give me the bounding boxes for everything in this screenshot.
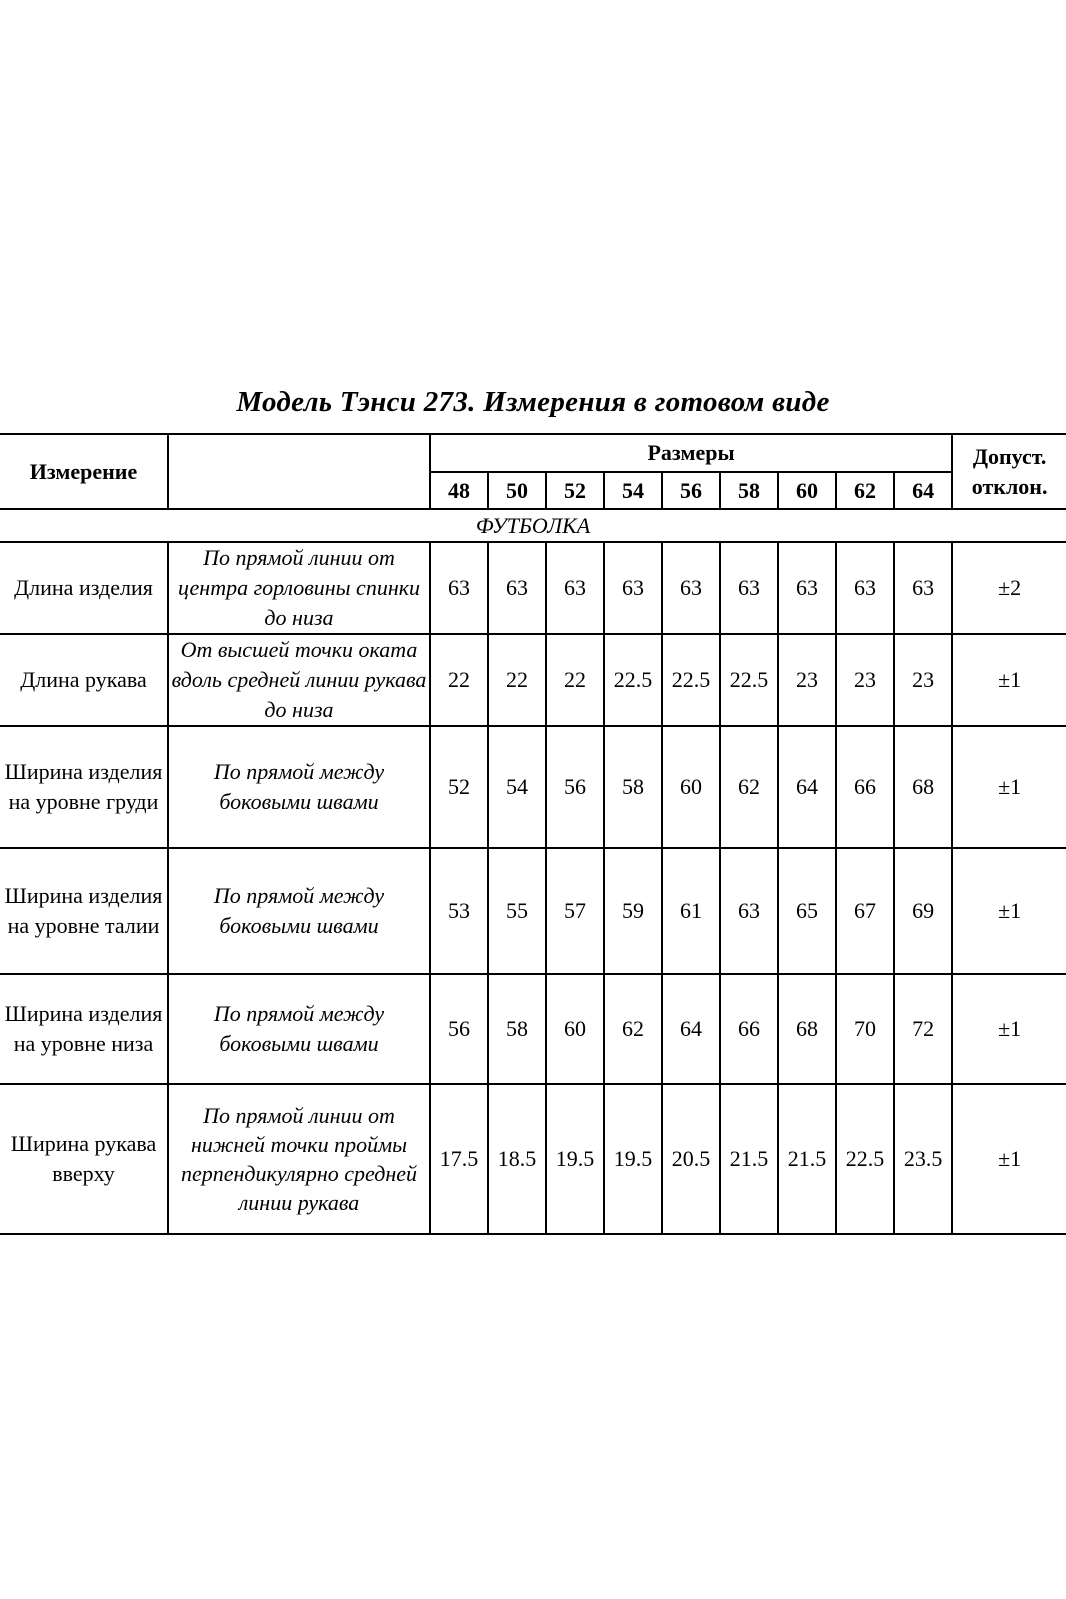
size-value [778, 848, 836, 974]
size-value-text: 60 [680, 774, 702, 799]
size-value-text: 56 [448, 1016, 470, 1041]
size-value-text: 19.5 [555, 1146, 595, 1171]
measurement-description: По прямой между боковыми швами [168, 848, 430, 974]
size-value [604, 974, 662, 1084]
measurement-name: Ширина изделия на уровне низа [0, 974, 168, 1084]
size-value [894, 848, 952, 974]
table-row [0, 974, 1066, 1084]
size-value [430, 634, 488, 726]
size-value [604, 634, 662, 726]
size-value-text: 68 [912, 774, 935, 799]
measurement-name: Ширина рукава вверху [0, 1084, 168, 1234]
size-value-text: 60 [564, 1016, 586, 1041]
measure-header: Измерение [0, 434, 168, 509]
tolerance-value: ±1 [952, 634, 1066, 726]
size-value-text: 19.5 [613, 1146, 653, 1171]
tolerance-header [952, 434, 1066, 509]
size-value [836, 726, 894, 848]
size-header: 62 [836, 472, 894, 509]
size-header: 58 [720, 472, 778, 509]
size-value [894, 726, 952, 848]
size-value [604, 1084, 662, 1234]
size-value [604, 726, 662, 848]
tolerance-header-line-2: отклон. [971, 473, 1048, 499]
size-value [720, 974, 778, 1084]
size-value-text: 21.5 [787, 1146, 827, 1171]
size-value-text: 22 [448, 667, 470, 692]
measurement-name: Длина изделия [0, 542, 168, 634]
measurement-name: Длина рукава [0, 634, 168, 726]
size-value [662, 974, 720, 1084]
size-value [778, 974, 836, 1084]
size-value-text: 63 [564, 575, 586, 600]
tolerance-value: ±1 [952, 848, 1066, 974]
size-value [488, 974, 546, 1084]
tolerance-value: ±1 [952, 974, 1066, 1084]
size-value-text: 62 [622, 1016, 644, 1041]
size-value-text: 17.5 [439, 1146, 479, 1171]
size-value [778, 542, 836, 634]
measurement-name: Ширина изделия на уровне груди [0, 726, 168, 848]
table-row [0, 726, 1066, 848]
size-value [546, 634, 604, 726]
size-value [430, 542, 488, 634]
size-value [778, 1084, 836, 1234]
document-title: Модель Тэнси 273. Измерения в готовом виде [236, 386, 830, 418]
size-value [720, 726, 778, 848]
size-value [604, 542, 662, 634]
measurements-table [0, 433, 1066, 1235]
size-value [662, 726, 720, 848]
size-value-text: 54 [506, 774, 528, 799]
size-value-text: 68 [796, 1016, 818, 1041]
size-value-text: 22.5 [613, 667, 653, 692]
size-value-text: 23 [854, 667, 876, 692]
size-value-text: 63 [738, 898, 760, 923]
size-value [662, 848, 720, 974]
size-value [836, 1084, 894, 1234]
size-value-text: 66 [738, 1016, 760, 1041]
size-value-text: 63 [448, 575, 470, 600]
size-value-text: 61 [680, 898, 702, 923]
size-value-text: 22.5 [729, 667, 769, 692]
sizes-header: Размеры [430, 434, 952, 472]
size-value [894, 542, 952, 634]
size-value [778, 726, 836, 848]
size-value [430, 974, 488, 1084]
size-value [604, 848, 662, 974]
size-value-text: 56 [564, 774, 586, 799]
size-value [836, 542, 894, 634]
size-value-text: 64 [796, 774, 818, 799]
size-value [546, 542, 604, 634]
size-value [662, 542, 720, 634]
size-value-text: 52 [448, 774, 470, 799]
size-value-text: 63 [738, 575, 760, 600]
tolerance-value: ±1 [952, 1084, 1066, 1234]
size-value [662, 634, 720, 726]
size-value [488, 634, 546, 726]
size-value [546, 726, 604, 848]
measurement-description: От высшей точки оката вдоль средней линии рукава до низа [168, 634, 430, 726]
size-value-text: 72 [912, 1016, 935, 1041]
size-value [488, 726, 546, 848]
size-value [662, 1084, 720, 1234]
measurement-description: По прямой линии от нижней точки проймы перпендикулярно средней линии рукава [168, 1084, 430, 1234]
tolerance-header-line-1: Допуст. [972, 443, 1047, 469]
size-value [720, 848, 778, 974]
size-value [430, 1084, 488, 1234]
size-value-text: 22 [506, 667, 528, 692]
size-value-text: 65 [796, 898, 818, 923]
size-value [430, 848, 488, 974]
size-value [720, 634, 778, 726]
size-header: 56 [662, 472, 720, 509]
size-value-text: 57 [564, 898, 586, 923]
size-value-text: 63 [622, 575, 644, 600]
size-value [546, 1084, 604, 1234]
size-value [894, 974, 952, 1084]
header-row-top [0, 434, 1066, 472]
size-value-text: 69 [912, 898, 935, 923]
size-value-text: 59 [622, 898, 644, 923]
table-row [0, 542, 1066, 634]
size-value [488, 1084, 546, 1234]
size-value [546, 974, 604, 1084]
section-label: ФУТБОЛКА [0, 509, 1066, 542]
table-row [0, 634, 1066, 726]
size-value [836, 974, 894, 1084]
size-value [488, 542, 546, 634]
measurement-name: Ширина изделия на уровне талии [0, 848, 168, 974]
size-value-text: 22.5 [671, 667, 711, 692]
size-value-text: 66 [854, 774, 876, 799]
measurement-description: По прямой линии от центра горловины спинки до низа [168, 542, 430, 634]
size-value-text: 53 [448, 898, 470, 923]
size-value [894, 1084, 952, 1234]
size-value-text: 63 [680, 575, 702, 600]
size-value [546, 848, 604, 974]
measurement-description: По прямой между боковыми швами [168, 726, 430, 848]
size-value [778, 634, 836, 726]
size-header: 60 [778, 472, 836, 509]
size-value [720, 1084, 778, 1234]
tolerance-value: ±1 [952, 726, 1066, 848]
size-value [488, 848, 546, 974]
size-header: 64 [894, 472, 952, 509]
size-header: 48 [430, 472, 488, 509]
size-value-text: 63 [506, 575, 528, 600]
measurement-description: По прямой между боковыми швами [168, 974, 430, 1084]
size-value-text: 22.5 [845, 1146, 885, 1171]
size-value-text: 55 [506, 898, 528, 923]
size-value-text: 18.5 [497, 1146, 537, 1171]
size-header: 50 [488, 472, 546, 509]
size-value-text: 23.5 [903, 1146, 943, 1171]
size-header: 54 [604, 472, 662, 509]
size-value-text: 64 [680, 1016, 702, 1041]
size-value-text: 63 [796, 575, 818, 600]
section-row [0, 509, 1066, 542]
size-value-text: 70 [854, 1016, 876, 1041]
size-value-text: 23 [912, 667, 935, 692]
size-value-text: 23 [796, 667, 818, 692]
size-value-text: 21.5 [729, 1146, 769, 1171]
size-value [836, 634, 894, 726]
size-value-text: 20.5 [671, 1146, 711, 1171]
size-value-text: 67 [854, 898, 876, 923]
description-header [168, 434, 430, 509]
size-value-text: 63 [854, 575, 876, 600]
size-value-text: 58 [506, 1016, 528, 1041]
size-value-text: 63 [912, 575, 935, 600]
size-value-text: 58 [622, 774, 644, 799]
size-value [720, 542, 778, 634]
size-header: 52 [546, 472, 604, 509]
tolerance-value: ±2 [952, 542, 1066, 634]
size-value [836, 848, 894, 974]
size-value [894, 634, 952, 726]
size-value-text: 62 [738, 774, 760, 799]
size-value-text: 22 [564, 667, 586, 692]
table-row [0, 848, 1066, 974]
table-row [0, 1084, 1066, 1234]
size-value [430, 726, 488, 848]
